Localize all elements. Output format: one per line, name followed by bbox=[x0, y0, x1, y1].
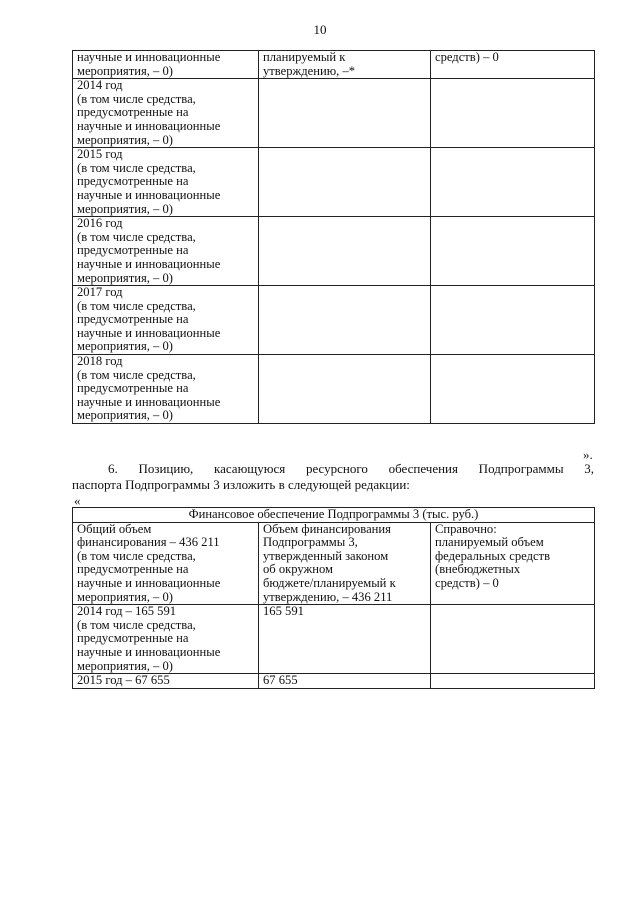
page-number: 10 bbox=[313, 22, 327, 37]
cell-federal-reference bbox=[431, 605, 595, 674]
cell-funding-volume bbox=[259, 286, 431, 355]
table-row bbox=[73, 355, 595, 424]
table-row bbox=[73, 217, 595, 286]
cell-text-line: мероприятия, – 0) bbox=[77, 589, 173, 604]
cell-period bbox=[73, 217, 259, 286]
cell-text-line: (в том числе средства, bbox=[77, 367, 196, 382]
cell-text-line: мероприятия, – 0) bbox=[77, 132, 173, 147]
cell-text-line: научные и инновационные bbox=[77, 325, 221, 340]
cell-funding-volume bbox=[259, 217, 431, 286]
cell-text-line: предусмотренные на bbox=[77, 174, 189, 189]
cell-text-line: мероприятия, – 0) bbox=[77, 201, 173, 216]
cell-text-line: (в том числе средства, bbox=[77, 229, 196, 244]
cell-text-line: научные и инновационные bbox=[77, 575, 221, 590]
cell-text-line: мероприятия, – 0) bbox=[77, 658, 173, 673]
table-row bbox=[73, 148, 595, 217]
cell-period bbox=[73, 605, 259, 674]
cell-text-line: предусмотренные на bbox=[77, 312, 189, 327]
cell-period bbox=[73, 522, 259, 605]
cell-text-line: (внебюджетных bbox=[435, 562, 521, 577]
closing-quote: ». bbox=[583, 447, 593, 462]
cell-text-line: 2015 год – 67 655 bbox=[77, 673, 170, 688]
cell-funding-volume bbox=[259, 51, 431, 79]
cell-text-line: об окружном bbox=[263, 562, 333, 577]
cell-funding-volume bbox=[259, 674, 431, 689]
cell-text-line: мероприятия, – 0) bbox=[77, 63, 173, 78]
amendment-paragraph-line-2: паспорта Подпрограммы 3 изложить в следующей редакции: bbox=[72, 477, 410, 492]
cell-funding-volume bbox=[259, 605, 431, 674]
cell-federal-reference bbox=[431, 51, 595, 79]
cell-period bbox=[73, 79, 259, 148]
table-row bbox=[73, 286, 595, 355]
funding-table-continued bbox=[72, 50, 595, 424]
cell-federal-reference bbox=[431, 286, 595, 355]
amendment-paragraph bbox=[72, 461, 594, 493]
cell-text-line: Общий объем bbox=[77, 522, 152, 536]
cell-text-line: (в том числе средства, bbox=[77, 298, 196, 313]
cell-text-line: (в том числе средства, bbox=[77, 91, 196, 106]
cell-period bbox=[73, 286, 259, 355]
cell-funding-volume bbox=[259, 148, 431, 217]
cell-text-line: мероприятия, – 0) bbox=[77, 270, 173, 285]
cell-text-line: средств) – 0 bbox=[435, 575, 499, 590]
cell-text-line: утверждению, – 436 211 bbox=[263, 589, 393, 604]
cell-text-line: 2014 год bbox=[77, 78, 123, 93]
cell-text-line: предусмотренные на bbox=[77, 105, 189, 120]
opening-quote: « bbox=[74, 493, 81, 508]
cell-text-line: (в том числе средства, bbox=[77, 617, 196, 632]
cell-period bbox=[73, 148, 259, 217]
cell-text-line: федеральных средств bbox=[435, 548, 551, 563]
cell-funding-volume bbox=[259, 355, 431, 424]
cell-funding-volume bbox=[259, 79, 431, 148]
cell-text-line: научные и инновационные bbox=[77, 50, 221, 64]
funding-table-subprogram-3 bbox=[72, 507, 595, 689]
cell-text-line: предусмотренные на bbox=[77, 631, 189, 646]
cell-text-line: предусмотренные на bbox=[77, 562, 189, 577]
cell-text-line: 2017 год bbox=[77, 285, 123, 300]
cell-text-line: 2018 год bbox=[77, 354, 123, 369]
cell-text-line: планируемый объем bbox=[435, 535, 544, 550]
cell-text-line: предусмотренные на bbox=[77, 381, 189, 396]
cell-federal-reference bbox=[431, 522, 595, 605]
cell-text-line: научные и инновационные bbox=[77, 187, 221, 202]
cell-text-line: финансирования – 436 211 bbox=[77, 535, 220, 550]
cell-text-line: утверждению, –* bbox=[263, 63, 356, 78]
table-header-row bbox=[73, 522, 595, 605]
table-caption-row bbox=[73, 508, 595, 523]
amendment-paragraph-line-1: 6. Позицию, касающуюся ресурсного обеспечения Подпрограммы 3, bbox=[108, 461, 594, 476]
cell-text-line: научные и инновационные bbox=[77, 394, 221, 409]
table-row bbox=[73, 79, 595, 148]
table-row bbox=[73, 605, 595, 674]
cell-text-line: бюджете/планируемый к bbox=[263, 575, 396, 590]
cell-federal-reference bbox=[431, 148, 595, 217]
cell-text-line: 165 591 bbox=[263, 604, 304, 619]
cell-text-line: Справочно: bbox=[435, 522, 497, 536]
cell-text-line: 2014 год – 165 591 bbox=[77, 604, 177, 619]
table-row bbox=[73, 674, 595, 689]
cell-federal-reference bbox=[431, 217, 595, 286]
cell-text-line: (в том числе средства, bbox=[77, 548, 196, 563]
cell-text-line: мероприятия, – 0) bbox=[77, 339, 173, 354]
cell-text-line: Объем финансирования bbox=[263, 522, 391, 536]
cell-text-line: (в том числе средства, bbox=[77, 160, 196, 175]
cell-text-line: 2016 год bbox=[77, 216, 123, 231]
cell-federal-reference bbox=[431, 355, 595, 424]
cell-period bbox=[73, 674, 259, 689]
cell-federal-reference bbox=[431, 79, 595, 148]
cell-text-line: утвержденный законом bbox=[263, 548, 389, 563]
cell-text-line: научные и инновационные bbox=[77, 118, 221, 133]
cell-text-line: планируемый к bbox=[263, 50, 346, 64]
table-caption: Финансовое обеспечение Подпрограммы 3 (тыс. руб.) bbox=[73, 508, 595, 523]
cell-period bbox=[73, 51, 259, 79]
table-row bbox=[73, 51, 595, 79]
cell-federal-reference bbox=[431, 674, 595, 689]
cell-text-line: научные и инновационные bbox=[77, 644, 221, 659]
cell-text-line: научные и инновационные bbox=[77, 256, 221, 271]
cell-funding-volume bbox=[259, 522, 431, 605]
cell-period bbox=[73, 355, 259, 424]
cell-text-line: мероприятия, – 0) bbox=[77, 408, 173, 423]
cell-text-line: Подпрограммы 3, bbox=[263, 535, 358, 550]
cell-text-line: 2015 год bbox=[77, 147, 123, 162]
cell-text-line: средств) – 0 bbox=[435, 50, 499, 64]
cell-text-line: 67 655 bbox=[263, 673, 298, 688]
cell-text-line: предусмотренные на bbox=[77, 243, 189, 258]
